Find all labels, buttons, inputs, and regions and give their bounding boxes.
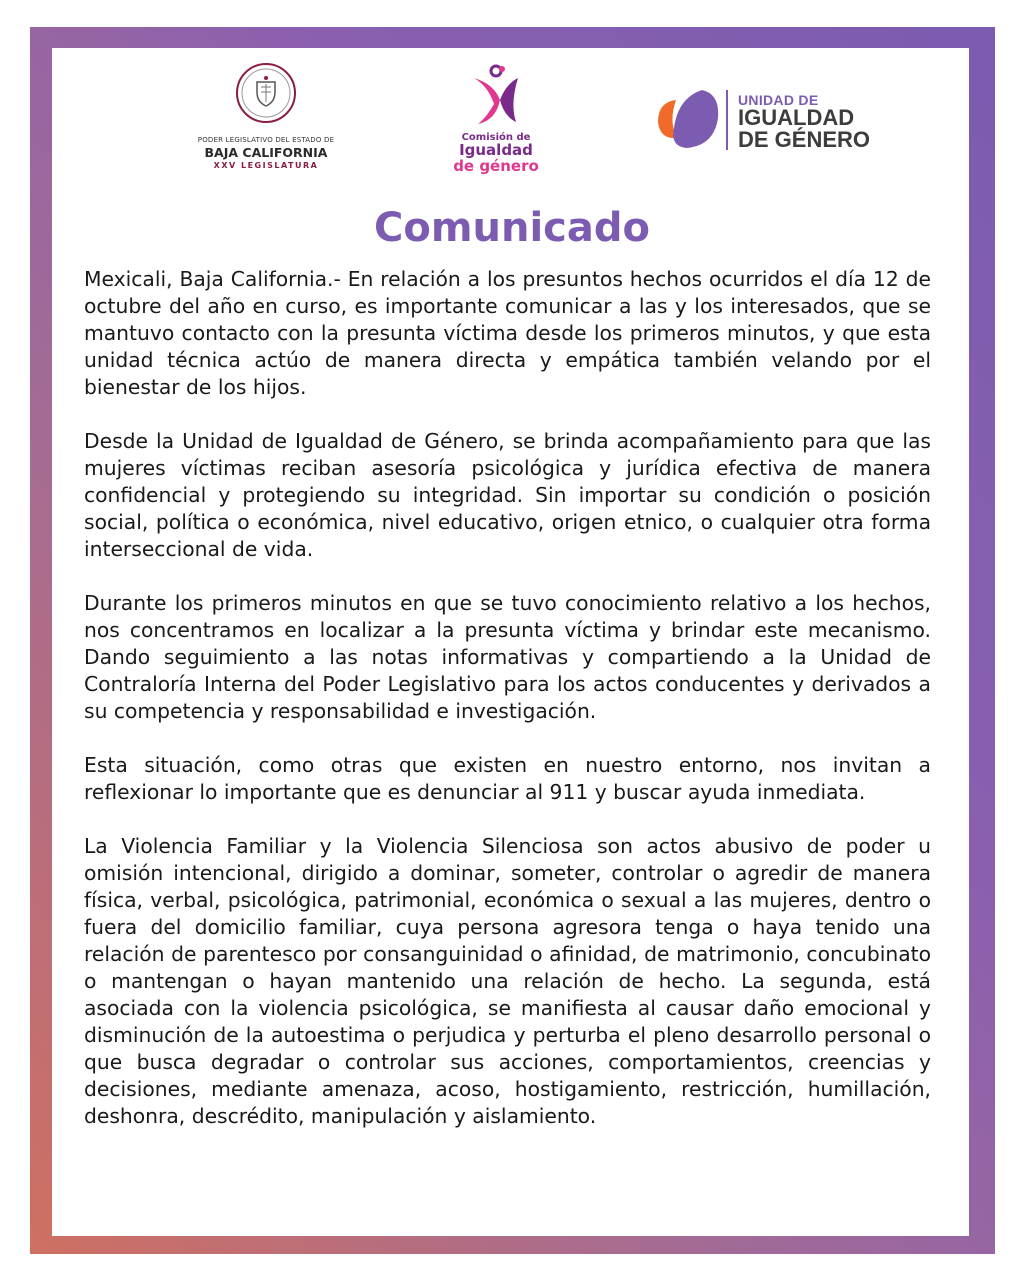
congress-line-3: XXV LEGISLATURA <box>213 161 319 170</box>
congress-logo <box>195 62 337 176</box>
comision-logo <box>440 64 552 180</box>
paragraph: La Violencia Familiar y la Violencia Silenciosa son actos abusivo de poder u omisión intencional, dirigido a dominar, someter, controlar o agredir de manera física, verbal, psicológica, patrimonial, económica o sexual a las mujeres, dentro o fuera del domicilio familiar, cuya persona agresora tenga o haya tenido una relación de parentesco por consanguinidad o afinidad, de matrimonio, concubinato o mantengan o hayan mantenido una relación de hecho. La segunda, está asociada con la violencia psicológica, se manifiesta al causar daño emocional y disminución de la autoestima o perjudica y perturba el pleno desarrollo personal o que busca degradar o controlar sus acciones, comportamientos, creencias y decisiones, mediante amenaza, acoso, hostigamiento, restricción, humillación, deshonra, descrédito, manipulación y aislamiento. <box>84 834 931 1128</box>
communique-body <box>84 266 931 1157</box>
comision-figure-icon <box>466 64 526 126</box>
comision-line-1: Comisión de <box>461 132 531 143</box>
unidad-logo <box>656 86 886 154</box>
unidad-line-2: IGUALDAD <box>738 105 855 130</box>
paragraph: Desde la Unidad de Igualdad de Género, se brinda acompañamiento para que las mujeres víctimas reciban asesoría psicológica y jurídica efectiva de manera confidencial y protegiendo su integridad. Sin importar su condición o posición social, política o económica, nivel educativo, origen etnico, o cualquier otra forma interseccional de vida. <box>84 429 931 561</box>
unidad-line-3: DE GÉNERO <box>738 127 871 152</box>
congress-seal-icon <box>235 62 297 124</box>
paragraph: Esta situación, como otras que existen en nuestro entorno, nos invitan a reflexionar lo importante que es denunciar al 911 y buscar ayuda inmediata. <box>84 753 931 804</box>
unidad-divider <box>726 90 728 150</box>
congress-line-1: PODER LEGISLATIVO DEL ESTADO DE <box>197 136 335 144</box>
congress-line-2: BAJA CALIFORNIA <box>204 145 328 160</box>
paragraph: Mexicali, Baja California.- En relación a los presuntos hechos ocurridos el día 12 de octubre del año en curso, es importante comunicar a las y los interesados, que se mantuvo contacto con la presunta víctima desde los primeros minutos, y que esta unidad técnica actúo de manera directa y empática también velando por el bienestar de los hijos. <box>84 267 931 399</box>
comision-line-2: Igualdad <box>459 141 533 159</box>
comision-line-3: de género <box>453 157 539 175</box>
unidad-line-1: UNIDAD DE <box>738 92 819 108</box>
unidad-mark-icon <box>656 88 720 150</box>
page-title: Comunicado <box>374 205 650 251</box>
paragraph: Durante los primeros minutos en que se tuvo conocimiento relativo a los hechos, nos concentramos en localizar a la presunta víctima y brindar este mecanismo. Dando seguimiento a las notas informativas y compartiendo a la Unidad de Contraloría Interna del Poder Legislativo para los actos conducentes y derivados a su competencia y responsabilidad e investigación. <box>84 591 931 723</box>
